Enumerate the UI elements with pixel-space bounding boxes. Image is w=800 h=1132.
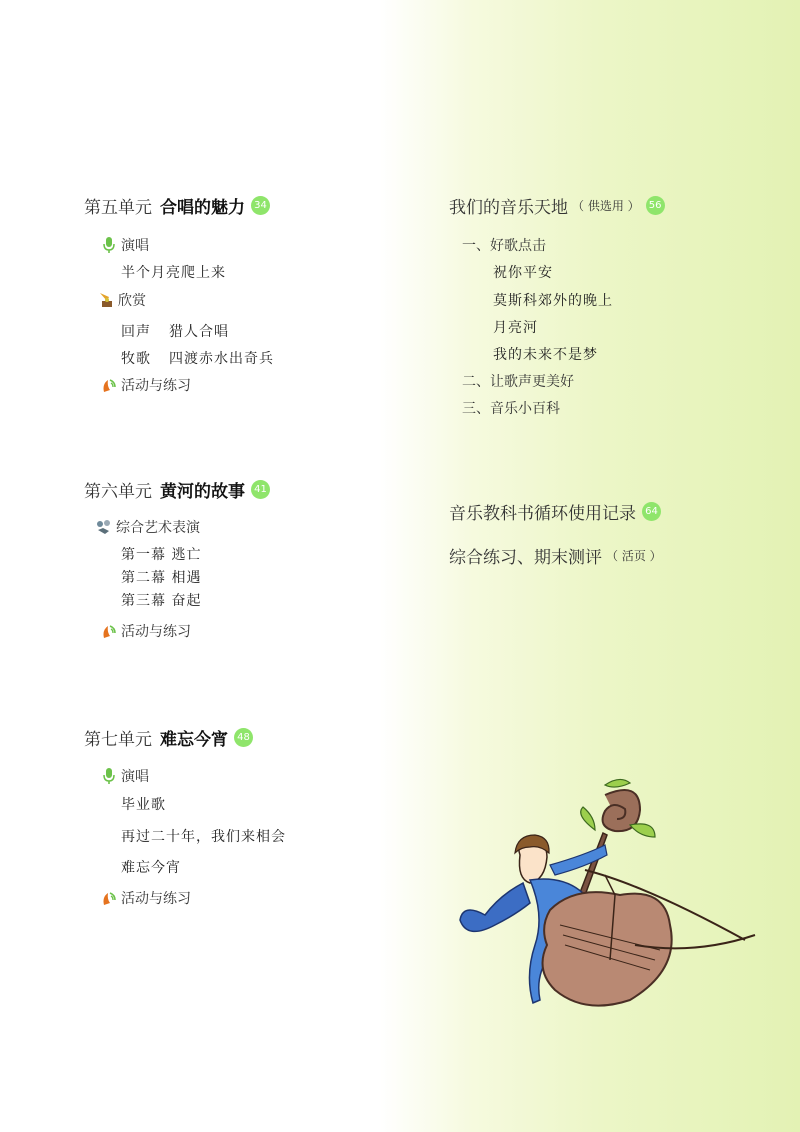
section-1-item-1: 祝你平安 bbox=[493, 265, 553, 281]
unit6-art-category bbox=[95, 517, 200, 537]
unit5-listen-category bbox=[97, 290, 146, 310]
unit6-act-3: 第三幕 奋起 bbox=[121, 593, 202, 609]
unit5-sing-item-1: 半个月亮爬上来 bbox=[121, 265, 226, 281]
unit5-listen-row-2 bbox=[121, 348, 274, 368]
exam-title bbox=[449, 543, 662, 568]
section-3-heading: 三、音乐小百科 bbox=[462, 401, 560, 417]
section-2-heading: 二、让歌声更美好 bbox=[462, 374, 574, 390]
unit5-activity-category bbox=[100, 375, 191, 395]
unit7-page-badge: 48 bbox=[234, 728, 253, 747]
music-land-page-badge: 56 bbox=[646, 196, 665, 215]
exam-note: （ 活页 ） bbox=[606, 549, 662, 563]
unit5-listen-row-1 bbox=[121, 321, 229, 341]
unit7-number: 第七单元 bbox=[84, 730, 152, 750]
unit6-name: 黄河的故事 bbox=[160, 482, 245, 502]
unit6-number: 第六单元 bbox=[84, 482, 152, 502]
performance-icon bbox=[95, 518, 113, 536]
section-1-item-3: 月亮河 bbox=[493, 320, 538, 336]
section-1-heading: 一、好歌点击 bbox=[462, 238, 546, 254]
cellist-illustration bbox=[455, 775, 765, 1025]
unit5-title bbox=[84, 193, 270, 218]
record-title bbox=[449, 499, 661, 524]
unit6-act-1: 第一幕 逃亡 bbox=[121, 547, 202, 563]
unit7-activity-category bbox=[100, 888, 191, 908]
unit7-sing-label: 演唱 bbox=[121, 769, 149, 785]
unit5-listen-row-1-b: 猎人合唱 bbox=[169, 324, 229, 340]
unit6-activity-category bbox=[100, 621, 191, 641]
unit5-activity-label: 活动与练习 bbox=[121, 378, 191, 394]
unit7-activity-label: 活动与练习 bbox=[121, 891, 191, 907]
unit5-listen-label: 欣赏 bbox=[118, 293, 146, 309]
unit6-page-badge: 41 bbox=[251, 480, 270, 499]
unit7-sing-item-1: 毕业歌 bbox=[121, 797, 166, 813]
record-title-text: 音乐教科书循环使用记录 bbox=[449, 504, 636, 524]
microphone-icon bbox=[100, 236, 118, 254]
unit6-act-2: 第二幕 相遇 bbox=[121, 570, 202, 586]
unit5-page-badge: 34 bbox=[251, 196, 270, 215]
music-land-note: （ 供选用 ） bbox=[572, 199, 640, 213]
section-1-item-2: 莫斯科郊外的晚上 bbox=[493, 293, 613, 309]
unit5-number: 第五单元 bbox=[84, 198, 152, 218]
unit5-sing-category bbox=[100, 235, 149, 255]
cello-body bbox=[543, 892, 672, 1005]
exam-title-text: 综合练习、期末测评 bbox=[449, 548, 602, 568]
activity-icon bbox=[100, 376, 118, 394]
unit5-listen-row-2-b: 四渡赤水出奇兵 bbox=[169, 351, 274, 367]
record-page-badge: 64 bbox=[642, 502, 661, 521]
unit7-name: 难忘今宵 bbox=[160, 730, 228, 750]
activity-icon bbox=[100, 622, 118, 640]
unit7-sing-item-2: 再过二十年，我们来相会 bbox=[121, 829, 286, 845]
unit5-name: 合唱的魅力 bbox=[160, 198, 245, 218]
activity-icon bbox=[100, 889, 118, 907]
unit5-listen-row-1-a: 回声 bbox=[121, 324, 151, 340]
music-land-title-text: 我们的音乐天地 bbox=[449, 198, 568, 218]
unit6-activity-label: 活动与练习 bbox=[121, 624, 191, 640]
unit7-title bbox=[84, 725, 253, 750]
cello-scroll bbox=[581, 779, 655, 837]
microphone-icon bbox=[100, 767, 118, 785]
music-land-title bbox=[449, 193, 665, 218]
unit5-sing-label: 演唱 bbox=[121, 238, 149, 254]
gramophone-icon bbox=[97, 291, 115, 309]
unit5-listen-row-2-a: 牧歌 bbox=[121, 351, 151, 367]
unit6-title bbox=[84, 477, 270, 502]
unit7-sing-item-3: 难忘今宵 bbox=[121, 860, 181, 876]
section-1-item-4: 我的未来不是梦 bbox=[493, 347, 598, 363]
unit7-sing-category bbox=[100, 766, 149, 786]
unit6-art-label: 综合艺术表演 bbox=[116, 520, 200, 536]
